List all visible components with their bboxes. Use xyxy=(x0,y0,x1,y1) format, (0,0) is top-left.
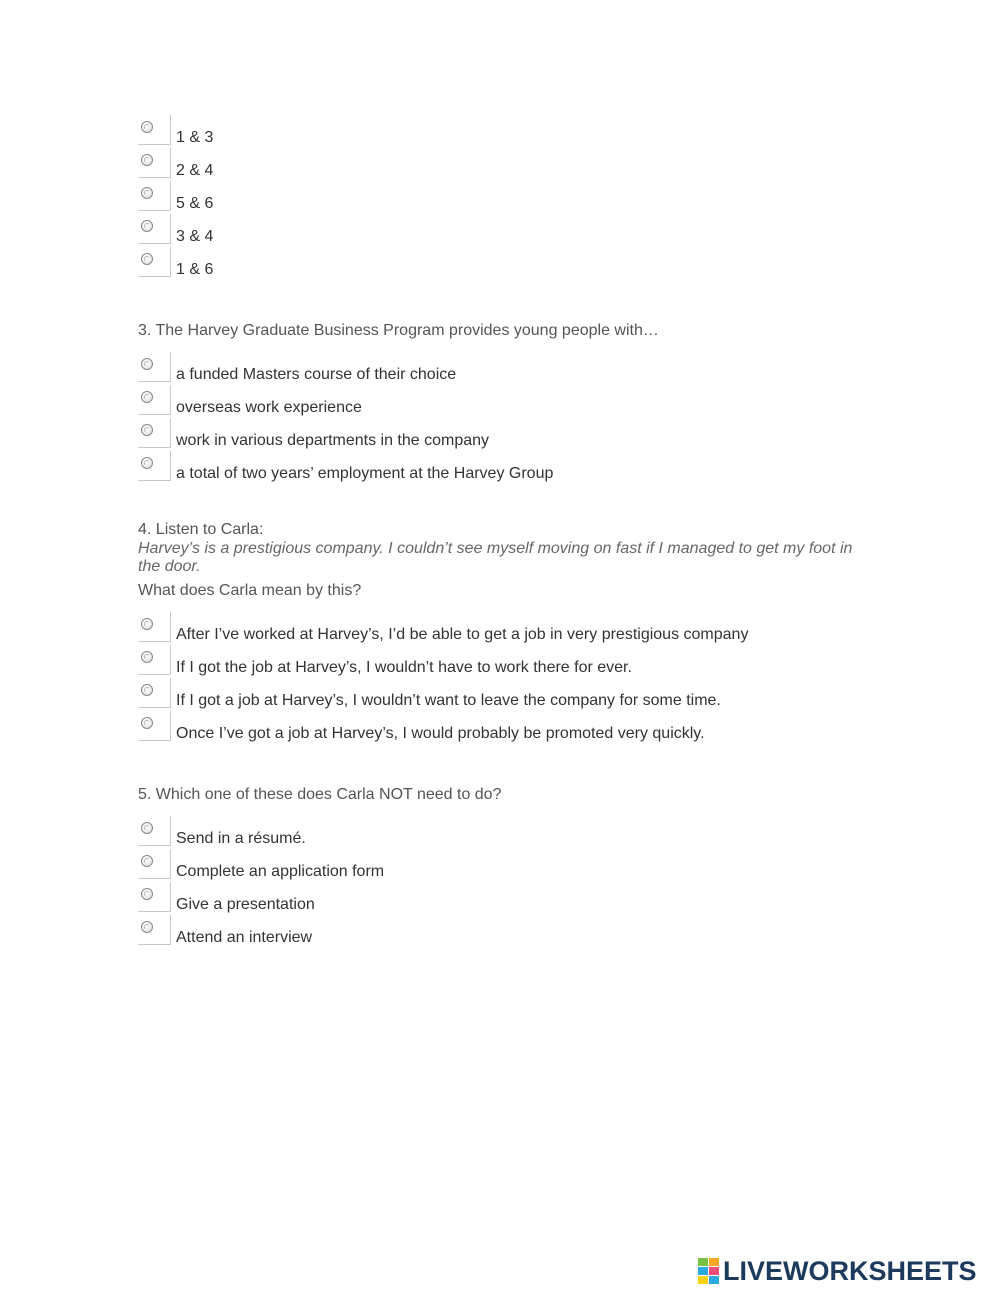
cell-divider xyxy=(170,385,171,415)
liveworksheets-logo xyxy=(698,1256,994,1286)
cell-divider xyxy=(138,944,171,945)
cell-divider xyxy=(170,816,171,846)
option-label: Once I’ve got a job at Harvey’s, I would probably be promoted very quickly. xyxy=(176,725,705,742)
q5-prompt: 5. Which one of these does Carla NOT need to do? xyxy=(138,786,502,803)
radio-button-icon[interactable] xyxy=(141,121,153,133)
q5-option-3[interactable] xyxy=(138,882,898,912)
cell-divider xyxy=(138,845,171,846)
radio-button-icon[interactable] xyxy=(141,391,153,403)
logo-text: LIVEWORKSHEETS xyxy=(723,1256,977,1286)
cell-divider xyxy=(170,711,171,741)
option-label: a funded Masters course of their choice xyxy=(176,366,457,383)
q4-prompt: 4. Listen to Carla: xyxy=(138,521,264,538)
q5-option-2[interactable] xyxy=(138,849,898,879)
cell-divider xyxy=(138,210,171,211)
q2-option-4[interactable] xyxy=(138,214,898,244)
cell-divider xyxy=(170,352,171,382)
q5-option-1[interactable] xyxy=(138,816,898,846)
cell-divider xyxy=(138,177,171,178)
cell-divider xyxy=(138,480,171,481)
option-label: Attend an interview xyxy=(176,929,313,946)
cell-divider xyxy=(138,878,171,879)
q3-prompt: 3. The Harvey Graduate Business Program provides young people with… xyxy=(138,322,659,339)
option-label: 3 & 4 xyxy=(176,228,214,245)
radio-button-icon[interactable] xyxy=(141,457,153,469)
q3-option-2[interactable] xyxy=(138,385,898,415)
q3-option-1[interactable] xyxy=(138,352,898,382)
radio-button-icon[interactable] xyxy=(141,424,153,436)
q3-option-4[interactable] xyxy=(138,451,898,481)
cell-divider xyxy=(170,181,171,211)
q2-option-3[interactable] xyxy=(138,181,898,211)
cell-divider xyxy=(170,612,171,642)
radio-button-icon[interactable] xyxy=(141,618,153,630)
option-label: After I’ve worked at Harvey’s, I’d be able to get a job in very prestigious company xyxy=(176,626,749,643)
cell-divider xyxy=(138,740,171,741)
q4-option-4[interactable] xyxy=(138,711,898,741)
cell-divider xyxy=(138,276,171,277)
cell-divider xyxy=(170,882,171,912)
option-label: work in various departments in the company xyxy=(176,432,490,449)
cell-divider xyxy=(138,381,171,382)
q2-option-2[interactable] xyxy=(138,148,898,178)
cell-divider xyxy=(170,115,171,145)
radio-button-icon[interactable] xyxy=(141,154,153,166)
radio-button-icon[interactable] xyxy=(141,855,153,867)
option-label: If I got a job at Harvey’s, I wouldn’t want to leave the company for some time. xyxy=(176,692,721,709)
radio-button-icon[interactable] xyxy=(141,888,153,900)
cell-divider xyxy=(170,849,171,879)
cell-divider xyxy=(170,678,171,708)
radio-button-icon[interactable] xyxy=(141,187,153,199)
cell-divider xyxy=(170,645,171,675)
cell-divider xyxy=(138,243,171,244)
option-label: 5 & 6 xyxy=(176,195,214,212)
option-label: 1 & 6 xyxy=(176,261,214,278)
radio-button-icon[interactable] xyxy=(141,717,153,729)
logo-blocks-icon xyxy=(698,1258,720,1284)
cell-divider xyxy=(170,148,171,178)
option-label: 1 & 3 xyxy=(176,129,214,146)
cell-divider xyxy=(138,144,171,145)
cell-divider xyxy=(170,451,171,481)
cell-divider xyxy=(138,414,171,415)
q4-quote: Harvey’s is a prestigious company. I couldn’t see myself moving on fast if I managed to get my foot in the door. xyxy=(138,540,853,575)
q4-followup: What does Carla mean by this? xyxy=(138,582,362,599)
cell-divider xyxy=(138,674,171,675)
cell-divider xyxy=(170,418,171,448)
cell-divider xyxy=(170,915,171,945)
cell-divider xyxy=(170,247,171,277)
q3-option-3[interactable] xyxy=(138,418,898,448)
cell-divider xyxy=(138,641,171,642)
option-label: Complete an application form xyxy=(176,863,385,880)
option-label: 2 & 4 xyxy=(176,162,214,179)
radio-button-icon[interactable] xyxy=(141,921,153,933)
cell-divider xyxy=(138,447,171,448)
q4-option-2[interactable] xyxy=(138,645,898,675)
radio-button-icon[interactable] xyxy=(141,822,153,834)
q5-option-4[interactable] xyxy=(138,915,898,945)
radio-button-icon[interactable] xyxy=(141,651,153,663)
q2-option-5[interactable] xyxy=(138,247,898,277)
radio-button-icon[interactable] xyxy=(141,684,153,696)
cell-divider xyxy=(138,911,171,912)
option-label: If I got the job at Harvey’s, I wouldn’t have to work there for ever. xyxy=(176,659,632,676)
option-label: Send in a résumé. xyxy=(176,830,306,847)
q4-option-1[interactable] xyxy=(138,612,898,642)
radio-button-icon[interactable] xyxy=(141,220,153,232)
radio-button-icon[interactable] xyxy=(141,358,153,370)
option-label: a total of two years’ employment at the Harvey Group xyxy=(176,465,554,482)
cell-divider xyxy=(170,214,171,244)
q2-option-1[interactable] xyxy=(138,115,898,145)
option-label: Give a presentation xyxy=(176,896,315,913)
cell-divider xyxy=(138,707,171,708)
option-label: overseas work experience xyxy=(176,399,362,416)
radio-button-icon[interactable] xyxy=(141,253,153,265)
q4-option-3[interactable] xyxy=(138,678,898,708)
